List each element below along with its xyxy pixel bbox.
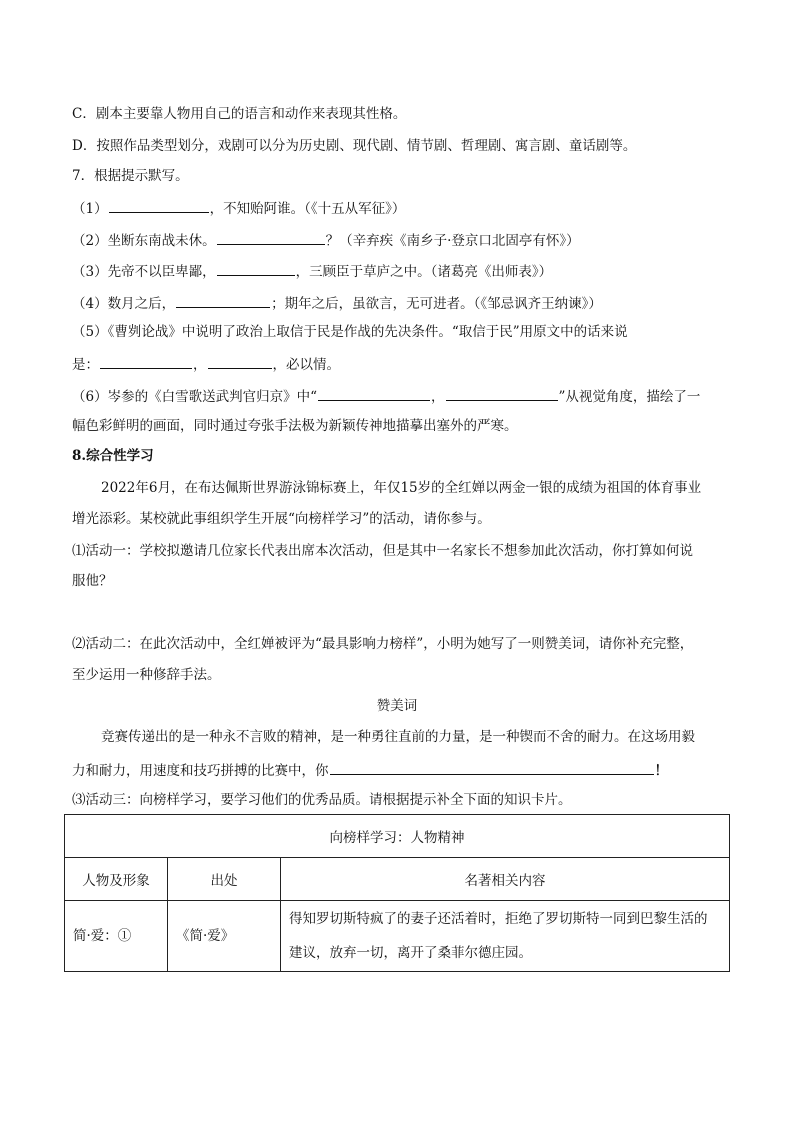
answer-blank[interactable] (100, 353, 192, 369)
activity-1-line2: 服他？ (72, 573, 113, 589)
card-title: 向榜样学习：人物精神 (65, 815, 730, 858)
col-header-content: 名著相关内容 (281, 858, 730, 901)
q7-item-4 (72, 292, 602, 314)
q8-title: 8.综合性学习 (72, 448, 154, 464)
answer-blank[interactable] (446, 385, 558, 401)
q7-item-5-suffix: ，必以情。 (272, 357, 340, 373)
q7-item-1-prefix: （1） (72, 201, 108, 217)
q7-item-2-prefix: （2）坐断东南战未休。 (72, 233, 216, 249)
praise-line2 (72, 759, 668, 781)
q8-intro-line2: 增光添彩。某校就此事组织学生开展“向榜样学习”的活动，请你参与。 (72, 511, 491, 527)
q7-item-1 (72, 197, 405, 219)
praise-title: 赞美词 (376, 698, 418, 714)
q7-item-6-sep: ， (431, 389, 445, 405)
col-header-person: 人物及形象 (65, 858, 168, 901)
activity-2-line2: 至少运用一种修辞手法。 (72, 667, 221, 683)
option-c: C．剧本主要靠人物用自己的语言和动作来表现其性格。 (72, 106, 407, 122)
q7-item-5-sep: ， (193, 357, 207, 373)
answer-blank[interactable] (330, 759, 654, 775)
q7-item-6-line2: 幅色彩鲜明的画面，同时通过夸张手法极为新颖传神地描摹出塞外的严寒。 (72, 418, 518, 434)
q8-intro-line1: 2022年6月，在布达佩斯世界游泳锦标赛上，年仅15岁的全红婵以两金一银的成绩为祖国的体育事业 (101, 480, 702, 496)
q7-item-6-prefix: （6）岑参的《白雪歌送武判官归京》中“ (72, 389, 317, 405)
col-header-source: 出处 (168, 858, 281, 901)
q7-item-5-prefix: 是： (72, 357, 99, 373)
praise-line2-suffix: ！ (654, 763, 668, 779)
activity-3: ⑶活动三：向榜样学习，要学习他们的优秀品质。请根据提示补全下面的知识卡片。 (72, 792, 572, 808)
answer-blank[interactable] (217, 260, 295, 276)
answer-blank[interactable] (109, 197, 209, 213)
answer-blank[interactable] (176, 292, 270, 308)
q7-item-4-prefix: （4）数月之后， (72, 296, 176, 312)
cell-content (281, 901, 730, 972)
cell-person[interactable]: 简·爱：① (65, 901, 168, 972)
activity-2-line1: ⑵活动二：在此次活动中，全红婵被评为“最具影响力榜样”，小明为她写了一则赞美词，请你补充完整， (72, 636, 694, 652)
knowledge-card-table (64, 814, 730, 972)
q7-item-5-line2 (72, 353, 340, 375)
cell-source: 《简·爱》 (168, 901, 281, 972)
q7-item-6-suffix: ”从视觉角度，描绘了一 (558, 389, 701, 405)
q7-title: 7．根据提示默写。 (72, 168, 189, 184)
q7-item-5-line1: （5）《曹刿论战》中说明了政治上取信于民是作战的先决条件。“取信于民”用原文中的话来说 (72, 324, 628, 340)
praise-line2-prefix: 力和耐力，用速度和技巧拼搏的比赛中，你 (72, 763, 329, 779)
cell-content-line1: 得知罗切斯特疯了的妻子还活着时，拒绝了罗切斯特一同到巴黎生活的 (289, 911, 708, 927)
q7-item-3-prefix: （3）先帝不以臣卑鄙， (72, 264, 216, 280)
q7-item-1-suffix: ，不知贻阿谁。（《十五从军征》） (209, 201, 406, 217)
q7-item-3-suffix: ，三顾臣于草庐之中。（诸葛亮《出师表》） (295, 264, 553, 280)
q7-item-4-suffix: ；期年之后，虽欲言，无可进者。（《邹忌讽齐王纳谏》） (271, 296, 602, 312)
answer-blank[interactable] (208, 353, 272, 369)
q7-item-6-line1 (72, 385, 700, 407)
q7-item-2-suffix: ？（辛弃疾《南乡子·登京口北固亭有怀》） (325, 233, 580, 249)
answer-blank[interactable] (217, 229, 325, 245)
q7-item-2 (72, 229, 580, 251)
answer-blank[interactable] (318, 385, 430, 401)
q7-item-3 (72, 260, 552, 282)
option-d: D．按照作品类型划分，戏剧可以分为历史剧、现代剧、情节剧、哲理剧、寓言剧、童话剧等。 (72, 138, 637, 154)
cell-content-line2: 建议，放弃一切，离开了桑菲尔德庄园。 (289, 945, 532, 961)
praise-line1: 竞赛传递出的是一种永不言败的精神，是一种勇往直前的力量，是一种锲而不舍的耐力。在这场用毅 (101, 729, 695, 745)
activity-1-line1: ⑴活动一：学校拟邀请几位家长代表出席本次活动，但是其中一名家长不想参加此次活动，你打算如何说 (72, 543, 693, 559)
